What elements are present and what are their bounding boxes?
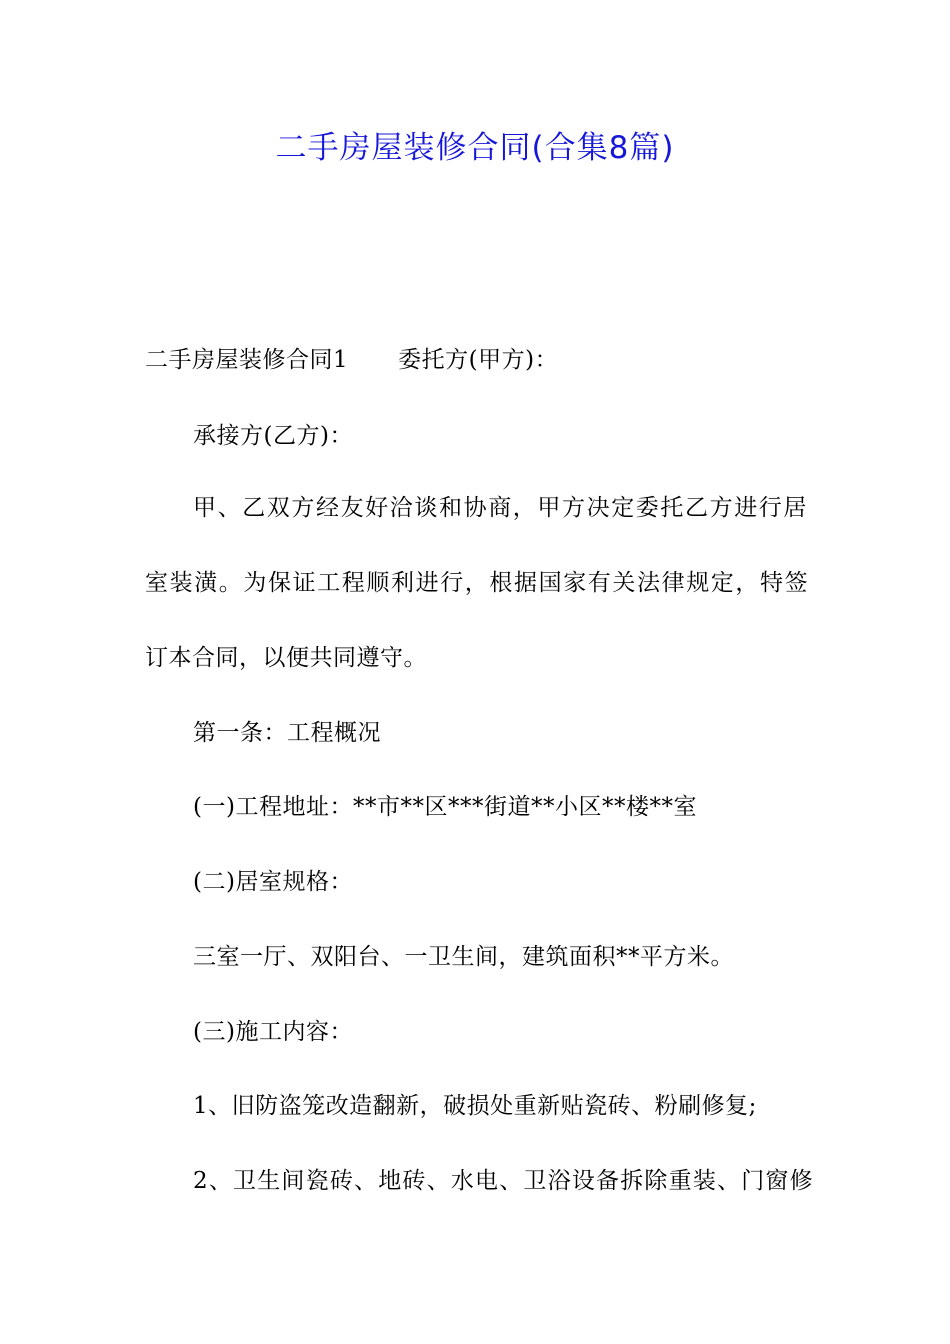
work-content-label: (三)施工内容：	[193, 1019, 353, 1045]
contract-heading-line	[145, 344, 558, 376]
work-item-2: 2、卫生间瓷砖、地砖、水电、卫浴设备拆除重装、门窗修	[193, 1168, 814, 1194]
paragraph-line: 甲、乙双方经友好洽谈和协商，甲方决定委托乙方进行居	[193, 495, 808, 521]
room-spec-detail: 三室一厅、双阳台、一卫生间，建筑面积**平方米。	[193, 944, 734, 970]
room-spec-label: (二)居室规格：	[193, 869, 353, 895]
project-address: (一)工程地址：**市**区***街道**小区**楼**室	[193, 794, 697, 820]
party-a-label: 委托方(甲方)：	[398, 347, 559, 373]
contract-number-label: 二手房屋装修合同1	[145, 347, 349, 373]
paragraph-line: 室装潢。为保证工程顺利进行，根据国家有关法律规定，特签	[145, 570, 810, 596]
paragraph-line: 订本合同，以便共同遵守。	[145, 645, 427, 671]
document-title: 二手房屋装修合同(合集8篇)	[275, 130, 675, 166]
article-heading: 第一条：工程概况	[193, 720, 381, 746]
party-b-label: 承接方(乙方)：	[193, 423, 353, 449]
work-item-1: 1、旧防盗笼改造翻新，破损处重新贴瓷砖、粉刷修复;	[193, 1093, 757, 1119]
